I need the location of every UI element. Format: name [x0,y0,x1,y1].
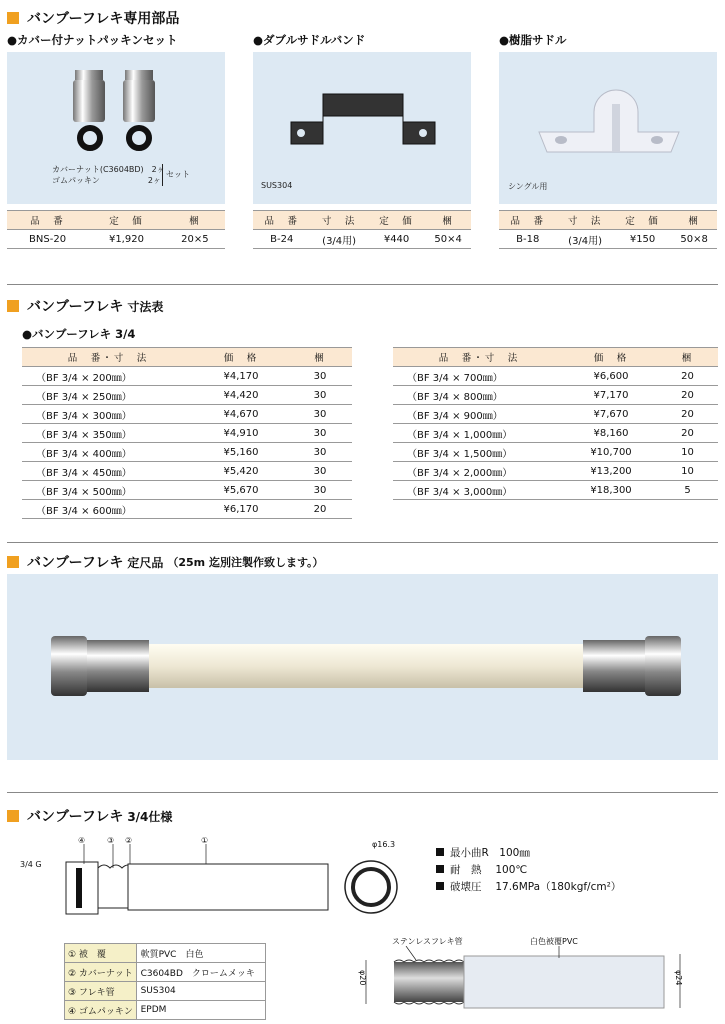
table-row: （BF 3/4 × 1,000㎜） ¥8,160 20 [393,424,718,443]
part-number-2: ② [125,836,133,845]
section2-title: バンブーフレキ 寸法表 [7,296,163,316]
divider [7,542,718,543]
orange-square-icon [7,556,19,568]
table-row: （BF 3/4 × 250㎜） ¥4,420 30 [22,386,352,405]
part-number-4: ④ [78,836,86,845]
divider [7,284,718,285]
table-row: ③ フレキ管 SUS304 [65,982,266,1001]
table-row: （BF 3/4 × 450㎜） ¥5,420 30 [22,462,352,481]
table-row: ④ ゴムパッキン EPDM [65,1001,266,1020]
diameter-label-20: φ20 [358,970,367,986]
table-row: B-24 (3/4用) ¥440 50×4 [253,230,471,249]
product-title-resin-saddle: ●樹脂サドル [499,33,567,47]
resin-saddle-table: 品 番 寸 法 定 価 梱 B-18 (3/4用) ¥150 50×8 [499,210,717,249]
table-row: （BF 3/4 × 700㎜） ¥6,600 20 [393,367,718,386]
product-title-nut-set: ●カバー付ナットパッキンセット [7,33,178,47]
table-row: B-18 (3/4用) ¥150 50×8 [499,230,717,249]
thread-label: 3/4 G [20,860,42,869]
table-row: （BF 3/4 × 400㎜） ¥5,160 30 [22,443,352,462]
nut-set-caption: カバーナット(C3604BD) 2ヶ ゴムパッキン 2ヶ [52,165,165,185]
hose-cutaway-diagram [354,946,694,1016]
table-row: （BF 3/4 × 500㎜） ¥5,670 30 [22,481,352,500]
table-row: ② カバーナット C3604BD クロームメッキ [65,963,266,982]
fixed-length-photo [7,574,718,760]
double-saddle-caption: SUS304 [261,181,293,190]
nut-set-caption-set: セット [162,164,190,186]
table-row: （BF 3/4 × 300㎜） ¥4,670 30 [22,405,352,424]
material-table [64,943,266,1020]
table-row: （BF 3/4 × 800㎜） ¥7,170 20 [393,386,718,405]
size-table-right: 品 番・寸 法 価 格 梱 （BF 3/4 × 700㎜） ¥6,600 20 （BF 3/4 × 800㎜） ¥7,170 20 （BF 3/4 × 900㎜） ¥7,670 20 （BF 3/4 × 1,000㎜） ¥8,160 20 （BF 3/4 × 1,500㎜） ¥10,700 10 （BF 3/4 × 2,000㎜） ¥13,200 10 （BF 3/4 × 3,000㎜） ¥18,300 5 [393,347,718,500]
part-number-1: ① [201,836,209,845]
table-row: （BF 3/4 × 600㎜） ¥6,170 20 [22,500,352,519]
orange-square-icon [7,300,19,312]
part-number-3: ③ [107,836,115,845]
orange-square-icon [7,12,19,24]
size-table-subtitle: ●バンブーフレキ 3/4 [22,327,136,341]
diameter-label-24: φ24 [674,970,683,986]
resin-saddle-caption: シングル用 [508,182,548,191]
product-title-double-saddle: ●ダブルサドルバンド [253,33,366,47]
table-row: ① 被 覆 軟質PVC 白色 [65,944,266,963]
section1-title: バンブーフレキ専用部品 [7,8,179,28]
table-row: （BF 3/4 × 1,500㎜） ¥10,700 10 [393,443,718,462]
pvc-cover-label: 白色被覆PVC [530,937,578,946]
section4-title: バンブーフレキ 3/4仕様 [7,806,172,826]
spec-bullet: 最小曲R 100㎜ [436,845,530,860]
double-saddle-table: 品 番 寸 法 定 価 梱 B-24 (3/4用) ¥440 50×4 [253,210,471,249]
section3-title: バンブーフレキ 定尺品 （25m 迄別注製作致します。） [7,552,324,572]
structure-diagram [18,832,418,922]
table-row: （BF 3/4 × 900㎜） ¥7,670 20 [393,405,718,424]
orange-square-icon [7,810,19,822]
table-row: （BF 3/4 × 350㎜） ¥4,910 30 [22,424,352,443]
table-row: （BF 3/4 × 3,000㎜） ¥18,300 5 [393,481,718,500]
spec-bullet: 耐 熱 100℃ [436,862,527,877]
bamboo-flex-hose-icon [7,574,718,760]
divider [7,792,718,793]
table-row: BNS-20 ¥1,920 20×5 [7,230,225,249]
size-table-left: 品 番・寸 法 価 格 梱 （BF 3/4 × 200㎜） ¥4,170 30 （BF 3/4 × 250㎜） ¥4,420 30 （BF 3/4 × 300㎜） ¥4,670 30 （BF 3/4 × 350㎜） ¥4,910 30 （BF 3/4 × 400㎜） ¥5,160 30 （BF 3/4 × 450㎜） ¥5,420 30 （BF 3/4 × 500㎜） ¥5,670 30 （BF 3/4 × 600㎜） ¥6,170 20 [22,347,352,519]
diameter-label-16: φ16.3 [372,840,396,849]
steel-tube-label: ステンレスフレキ管 [392,937,463,946]
spec-bullet: 破壊圧 17.6MPa（180kgf/cm²） [436,879,621,894]
table-row: （BF 3/4 × 2,000㎜） ¥13,200 10 [393,462,718,481]
nut-set-table: 品 番 定 価 梱 BNS-20 ¥1,920 20×5 [7,210,225,249]
table-row: （BF 3/4 × 200㎜） ¥4,170 30 [22,367,352,386]
